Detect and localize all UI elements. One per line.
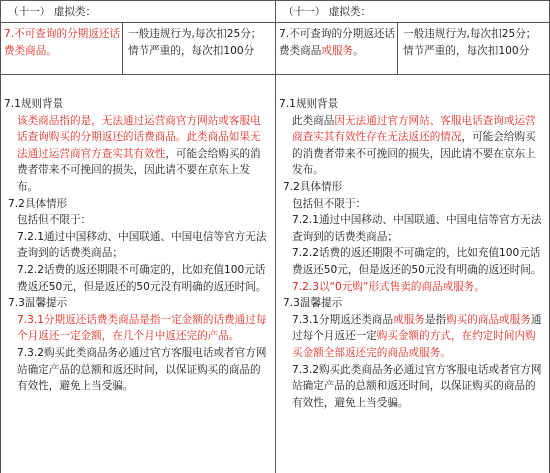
highlight-text: 因无法通过官方网站、客服电话查询或运营商查实其有效性存在无法返还的情况 [292, 114, 536, 144]
rule-item-text: 7.不可查询的分期返还话费类商品 [279, 28, 396, 57]
section-title: 7.1规则背景 [279, 98, 339, 110]
new-rules-column [275, 0, 550, 473]
rule-penalty: 一般违规行为,每次扣25分；情节严重的，每次扣100分 [128, 28, 262, 57]
rule-item-text: 。 [353, 44, 364, 57]
background-paragraph [4, 113, 270, 196]
list-item-text: 7.3.1分期返还类商品 [292, 313, 394, 326]
list-item: 7.2.1通过中国移动、中国联通、中国电信等官方无法查询到的话费类商品； [292, 214, 542, 243]
section-title: 7.2具体情形 [283, 180, 343, 193]
list-item: 7.3.1分期返还话费类商品是指一定金额的话费通过每个月返还一定金额，在几个月中返还完的产品。 [17, 313, 267, 343]
background-paragraph [279, 113, 545, 179]
section-title: 7.2具体情形 [8, 197, 68, 210]
list-item: 7.2.2话费的返还期限不可确定的，比如充值100元话费返还50元，但是返还的50元没有明确的返还时间。 [17, 263, 267, 293]
list-item-text: 通过每个月返还一定 [292, 313, 542, 343]
list-item: 7.2.2话费的返还期限不可确定的，比如充值100元话费返还50元，但是返还的50元没有明确的返还时间。 [292, 247, 542, 276]
highlight-text: 购买的商品或服务 [446, 313, 531, 326]
rule-penalty: 一般违规行为,每次扣25分；情节严重的，每次扣100分 [403, 28, 537, 57]
rule-body [4, 96, 270, 395]
section-title: 7.3温馨提示 [8, 297, 68, 310]
highlight-text: 此类商品如果无法通过运营商官方查实其有效性 [17, 131, 261, 160]
paragraph-text: 包括但不限于： [17, 214, 92, 227]
list-item: 7.3.2购买此类商品务必通过官方客服电话或者官方网站确定产品的总额和返还时间，以保证购买的商品的有效性，避免上当受骗。 [292, 363, 542, 409]
highlight-text: 购买金额的方式，在约定时间内购买金额全部返还完的商品或服务。 [292, 330, 536, 359]
rule-body [279, 96, 545, 411]
paragraph-text: 此类商品 [292, 114, 335, 127]
paragraph-text: 包括但不限于： [292, 197, 367, 210]
list-item: 7.2.1通过中国移动、中国联通、中国电信等官方无法查询到的话费类商品； [17, 230, 267, 260]
paragraph-text: ，可能会给购买的消费者带来不可挽回的损失，因此请不要在京东上发布。 [17, 147, 261, 193]
list-item-text: 是指 [424, 313, 447, 326]
section-header: （十一） 虚拟类： [8, 6, 97, 18]
list-item: 7.3.2购买此类商品务必通过官方客服电话或者官方网站确定产品的总额和返还时间，以保证购买的商品的有效性，避免上当受骗。 [17, 346, 267, 393]
highlight-text: 该类商品指的是，无法通过运营商官方网站或客服电话查询购买的分期返还的话费商品。 [17, 114, 261, 144]
highlight-text: 或服务 [321, 44, 354, 57]
paragraph-text: ，可能会给购买的消费者带来不可挽回的损失，因此请不要在京东上发布。 [292, 131, 536, 177]
rule-item [279, 26, 399, 59]
section-title: 7.3温馨提示 [283, 297, 343, 310]
section-header: （十一） 虚拟类： [283, 6, 372, 18]
highlight-text: 或服务 [393, 313, 425, 326]
list-item [279, 312, 545, 362]
rule-item: 7.不可查询的分期返还话费类商品。 [4, 28, 121, 57]
section-title: 7.1规则背景 [4, 98, 64, 110]
list-item: 7.2.3以“0元购”形式售卖的商品或服务。 [292, 280, 485, 293]
